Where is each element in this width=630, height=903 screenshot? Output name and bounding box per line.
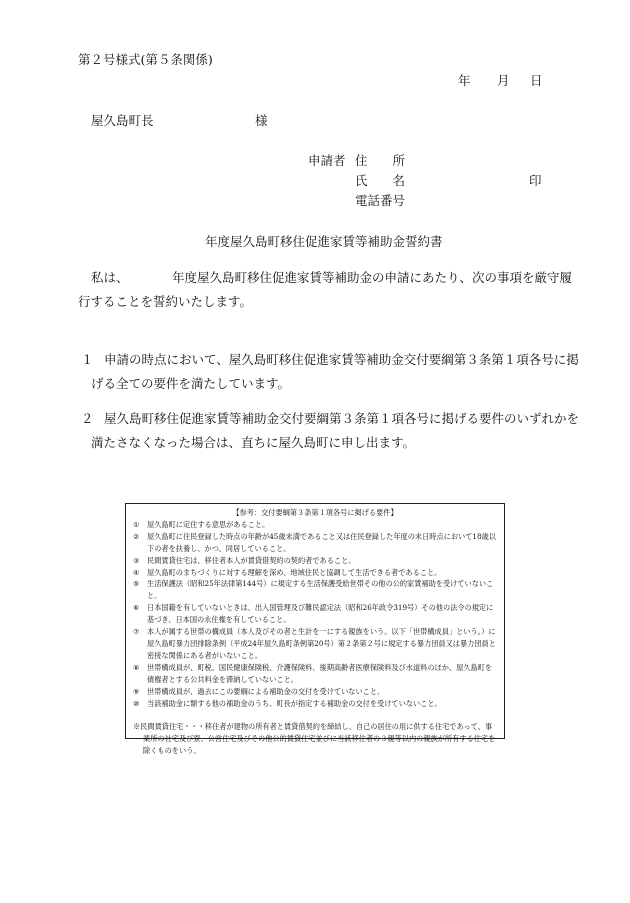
reference-item-text: 世帯構成員が、町税、国民健康保険税、介護保険料、後期高齢者医療保険料及び水道料のほか、屋久島町を債権者とする公共料金を滞納していないこと。 (147, 662, 493, 684)
reference-item (133, 519, 497, 531)
reference-requirements-box (125, 503, 505, 756)
reference-item-text: 民間賃貸住宅は、移住者本人が賃貸借契約の契約者であること。 (147, 555, 356, 565)
reference-item-number: ④ (133, 567, 140, 577)
addressee-honorific: 様 (255, 113, 268, 128)
intro-line2: 行することを誓約いたします。 (78, 294, 253, 309)
reference-item-number: ⑩ (133, 698, 140, 708)
reference-item-text: 世帯構成員が、過去にこの要綱による補助金の交付を受けていないこと。 (147, 686, 385, 696)
reference-item-text: 日本国籍を有していないときは、出入国管理及び難民認定法（昭和26年政令319号）その他の法令の規定に基づき、日本国の永住権を有していること。 (147, 603, 494, 625)
reference-item (133, 662, 497, 686)
date-month-label: 月 (497, 73, 510, 88)
reference-item (133, 578, 497, 602)
reference-item (133, 686, 497, 698)
reference-item (133, 567, 497, 579)
reference-item-number: ⑥ (133, 603, 140, 613)
reference-item-number: ① (133, 519, 140, 529)
date-year-label: 年 (458, 73, 471, 88)
pledge-2-line2: 満たさなくなった場合は、直ちに屋久島町に申し出ます。 (91, 435, 416, 450)
pledge-1-line2: げる全ての要件を満たしています。 (91, 376, 291, 391)
seal-mark: 印 (529, 173, 542, 188)
pledge-1-number: １ (81, 352, 94, 367)
pledge-2-number: ２ (81, 411, 94, 426)
reference-item-number: ② (133, 531, 140, 541)
pledge-1-line1: 申請の時点において、屋久島町移住促進家賃等補助金交付要綱第３条第１項各号に掲 (104, 352, 579, 367)
reference-item-text: 屋久島町に住民登録した時点の年齢が45歳未満であること又は住民登録した年度の末日時点において18歳以下の者を扶養し、かつ、同居していること。 (147, 531, 496, 553)
document-title: 年度屋久島町移住促進家賃等補助金誓約書 (205, 234, 443, 249)
pledge-2-line1: 屋久島町移住促進家賃等補助金交付要綱第３条第１項各号に掲げる要件のいずれかを (104, 411, 580, 426)
reference-item-number: ⑦ (133, 627, 140, 637)
addressee-name: 屋久島町長 (91, 113, 154, 128)
applicant-name-label: 氏 名 (355, 173, 406, 188)
reference-item-text: 屋久島町のまちづくりに対する理解を深め、地域住民と協調して生活できる者であること。 (147, 567, 442, 577)
applicant-address-label: 住 所 (355, 153, 406, 168)
reference-item (133, 531, 497, 555)
date-day-label: 日 (530, 73, 543, 88)
reference-item-number: ⑨ (133, 686, 140, 696)
reference-item-text: 屋久島町に定住する意思があること。 (147, 519, 270, 529)
intro-line1-b: 年度屋久島町移住促進家賃等補助金の申請にあたり、次の事項を厳守履 (172, 270, 573, 285)
reference-item-number: ⑧ (133, 662, 140, 672)
reference-title: 【参考：交付要綱第３条第１項各号に掲げる要件】 (232, 508, 398, 517)
reference-item-text: 生活保護法（昭和25年法律第144号）に規定する生活保護受給世帯その他の公的家賃補助を受けていないこと。 (147, 579, 494, 601)
reference-item (133, 626, 497, 662)
reference-item-text: 本人が属する世帯の構成員（本人及びその者と生計を一にする親族をいう。以下「世帯構成員」という。）に屋久島町暴力団排除条例（平成24年屋久島町条例第20号）第２条第２号に規定する暴力団員又は暴力団員と密接な関係にある者がいないこと。 (147, 627, 496, 660)
applicant-phone-label: 電話番号 (355, 193, 406, 208)
reference-item-number: ③ (133, 555, 140, 565)
reference-item (133, 555, 497, 567)
reference-item-text: 当該補助金に類する他の補助金のうち、町長が指定する補助金の交付を受けていないこと。 (147, 698, 442, 708)
reference-note: ※民間賃貸住宅・・・移住者が建物の所有者と賃貸借契約を締結し、自己の居住の用に供する住宅であって、事業所の社宅及び寮、公営住宅及びその他公的賃貸住宅並びに当該移住者の３親等以内の親族が所有する住宅を除くものをいう。 (133, 722, 496, 756)
reference-item (133, 602, 497, 626)
reference-item (133, 698, 497, 710)
reference-item-number: ⑤ (133, 579, 140, 589)
form-number: 第２号様式(第５条関係) (78, 52, 213, 67)
intro-line1-a: 私は、 (91, 270, 129, 285)
applicant-label: 申請者 (308, 153, 346, 168)
